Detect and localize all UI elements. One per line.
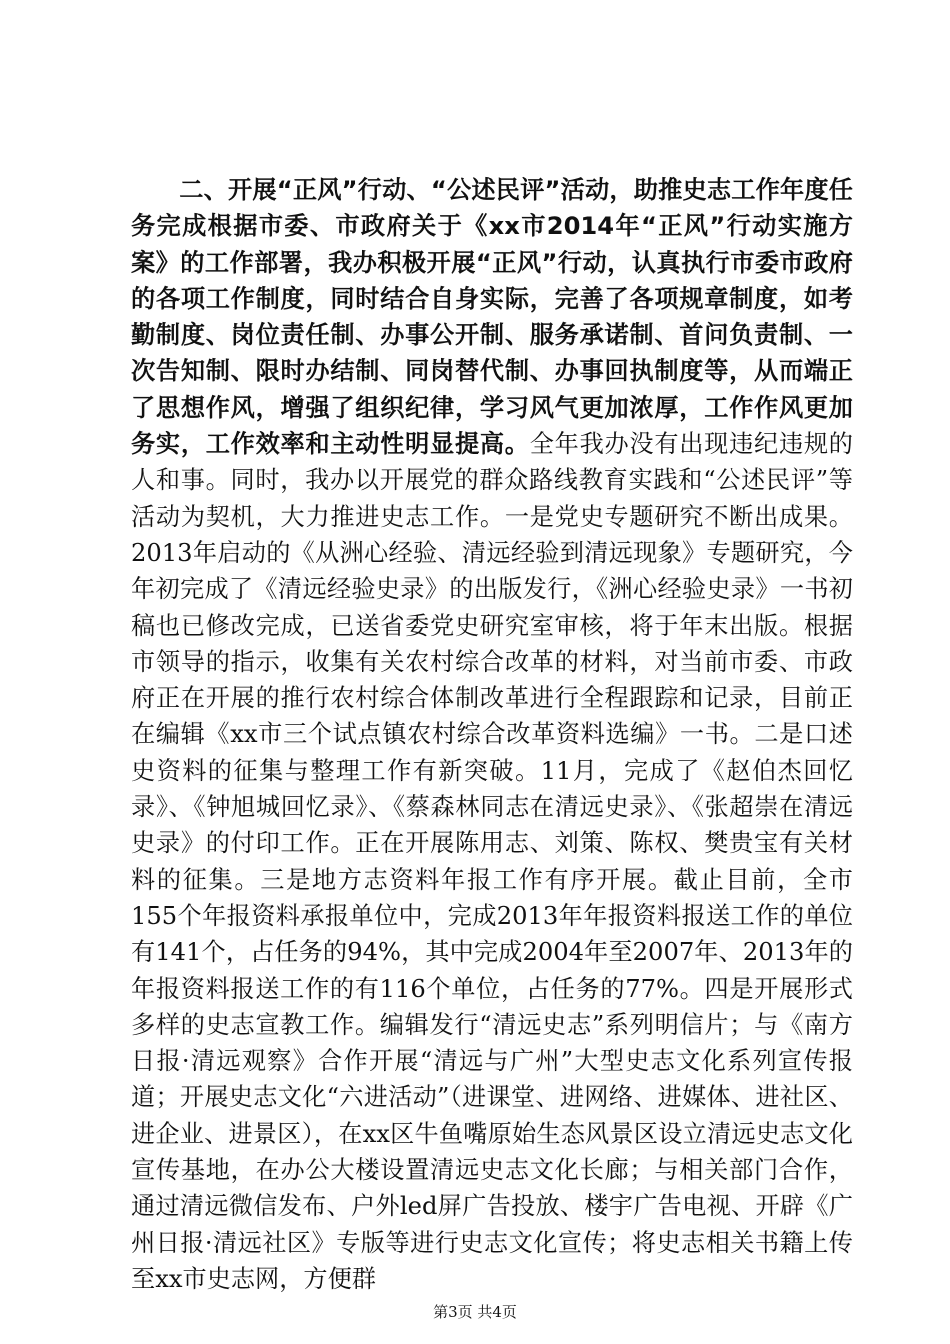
section-heading-text: 二、开展“正风”行动、“公述民评”活动，助推史志工作年度任务完成根据市委、市政府关于《xx市2014年“正风”行动实施方案》的工作部署，我办积极开展“正风”行动，认真执行市委市政府的各项工作制度，同时结合自身实际，完善了各项规章制度，如考勤制度、岗位责任制、办事公开制、服务承诺制、首问负责制、一次告知制、限时办结制、同岗替代制、办事回执制度等，从而端正了思想作风，增强了组织纪律，学习风气更加浓厚，工作作风更加务实，工作效率和主动性明显提高。 <box>131 176 853 459</box>
page-footer <box>0 1302 950 1322</box>
page-number-indicator: 第3页 共4页 <box>433 1303 517 1321</box>
section-body-text: 全年我办没有出现违纪违规的人和事。同时，我办以开展党的群众路线教育实践和“公述民评”等活动为契机，大力推进史志工作。一是党史专题研究不断出成果。2013年启动的《从洲心经验、清远经验到清远现象》专题研究，今年初完成了《清远经验史录》的出版发行，《洲心经验史录》一书初稿也已修改完成，已送省委党史研究室审核，将于年末出版。根据市领导的指示，收集有关农村综合改革的材料，对当前市委、市政府正在开展的推行农村综合体制改革进行全程跟踪和记录，目前正在编辑《xx市三个试点镇农村综合改革资料选编》一书。二是口述史资料的征集与整理工作有新突破。11月，完成了《赵伯杰回忆录》、《钟旭城回忆录》、《蔡森林同志在清远史录》、《张超崇在清远史录》的付印工作。正在开展陈用志、刘策、陈权、樊贵宝有关材料的征集。三是地方志资料年报工作有序开展。截止目前，全市155个年报资料承报单位中，完成2013年年报资料报送工作的单位有141个，占任务的94%，其中完成2004年至2007年、2013年的年报资料报送工作的有116个单位，占任务的77%。四是开展形式多样的史志宣教工作。编辑发行“清远史志”系列明信片；与《南方日报·清远观察》合作开展“清远与广州”大型史志文化系列宣传报道；开展史志文化“六进活动”（进课堂、进网络、进媒体、进社区、进企业、进景区），在xx区牛鱼嘴原始生态风景区设立清远史志文化宣传基地，在办公大楼设置清远史志文化长廊；与相关部门合作，通过清远微信发布、户外led屏广告投放、楼宇广告电视、开辟《广州日报·清远社区》专版等进行史志文化宣传；将史志相关书籍上传至xx市史志网，方便群 <box>131 430 853 1293</box>
document-body <box>131 172 853 1297</box>
